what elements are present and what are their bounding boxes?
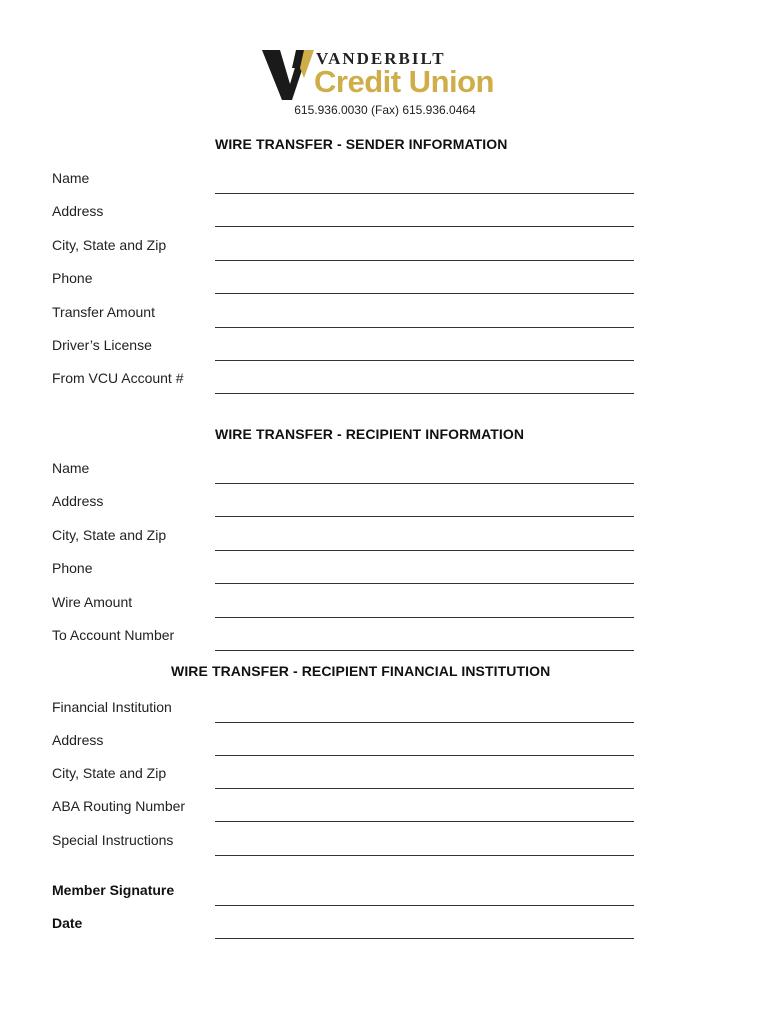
sender-phone-field[interactable] bbox=[215, 293, 634, 294]
sender-name-label: Name bbox=[52, 170, 90, 186]
sender-phone-row bbox=[52, 270, 634, 294]
recipient-phone-row bbox=[52, 560, 634, 584]
section-title-institution: WIRE TRANSFER - RECIPIENT FINANCIAL INSTITUTION bbox=[171, 663, 551, 679]
sender-name-row bbox=[52, 170, 634, 194]
sender-license-field[interactable] bbox=[215, 360, 634, 361]
sender-account-field[interactable] bbox=[215, 393, 634, 394]
institution-name-field[interactable] bbox=[215, 722, 634, 723]
recipient-city-row bbox=[52, 527, 634, 551]
sender-city-row bbox=[52, 237, 634, 261]
sender-name-field[interactable] bbox=[215, 193, 634, 194]
member-signature-field[interactable] bbox=[215, 905, 634, 906]
recipient-city-field[interactable] bbox=[215, 550, 634, 551]
institution-city-row bbox=[52, 765, 634, 789]
section-title-sender: WIRE TRANSFER - SENDER INFORMATION bbox=[215, 136, 508, 152]
logo-credit-union-text: Credit Union bbox=[314, 64, 494, 99]
institution-address-field[interactable] bbox=[215, 755, 634, 756]
sender-amount-label: Transfer Amount bbox=[52, 304, 155, 320]
vanderbilt-credit-union-logo bbox=[260, 46, 520, 102]
sender-license-label: Driver’s License bbox=[52, 337, 152, 353]
recipient-address-field[interactable] bbox=[215, 516, 634, 517]
sender-license-row bbox=[52, 337, 634, 361]
recipient-account-field[interactable] bbox=[215, 650, 634, 651]
institution-aba-field[interactable] bbox=[215, 821, 634, 822]
institution-instructions-field[interactable] bbox=[215, 855, 634, 856]
contact-numbers: 615.936.0030 (Fax) 615.936.0464 bbox=[294, 103, 476, 117]
recipient-address-label: Address bbox=[52, 493, 104, 509]
institution-name-label: Financial Institution bbox=[52, 699, 172, 715]
sender-account-row bbox=[52, 370, 634, 394]
date-label: Date bbox=[52, 915, 83, 931]
recipient-phone-field[interactable] bbox=[215, 583, 634, 584]
recipient-address-row bbox=[52, 493, 634, 517]
v-mark-icon bbox=[260, 48, 314, 102]
member-signature-row bbox=[52, 882, 634, 906]
recipient-name-label: Name bbox=[52, 460, 90, 476]
section-title-recipient: WIRE TRANSFER - RECIPIENT INFORMATION bbox=[215, 426, 525, 442]
institution-address-label: Address bbox=[52, 732, 104, 748]
member-signature-label: Member Signature bbox=[52, 882, 175, 898]
date-field[interactable] bbox=[215, 938, 634, 939]
date-row bbox=[52, 915, 634, 939]
recipient-amount-field[interactable] bbox=[215, 617, 634, 618]
sender-amount-row bbox=[52, 304, 634, 328]
sender-phone-label: Phone bbox=[52, 270, 93, 286]
institution-aba-label: ABA Routing Number bbox=[52, 798, 186, 814]
sender-account-label: From VCU Account # bbox=[52, 370, 184, 386]
institution-aba-row bbox=[52, 798, 634, 822]
institution-address-row bbox=[52, 732, 634, 756]
recipient-account-row bbox=[52, 627, 634, 651]
sender-city-field[interactable] bbox=[215, 260, 634, 261]
recipient-account-label: To Account Number bbox=[52, 627, 175, 643]
institution-instructions-label: Special Instructions bbox=[52, 832, 174, 848]
institution-name-row bbox=[52, 699, 634, 723]
sender-address-label: Address bbox=[52, 203, 104, 219]
institution-city-field[interactable] bbox=[215, 788, 634, 789]
sender-city-label: City, State and Zip bbox=[52, 237, 167, 253]
sender-address-field[interactable] bbox=[215, 226, 634, 227]
recipient-amount-label: Wire Amount bbox=[52, 594, 133, 610]
sender-amount-field[interactable] bbox=[215, 327, 634, 328]
logo-vanderbilt-text: VANDERBILT bbox=[316, 49, 446, 68]
recipient-city-label: City, State and Zip bbox=[52, 527, 167, 543]
recipient-name-row bbox=[52, 460, 634, 484]
institution-city-label: City, State and Zip bbox=[52, 765, 167, 781]
recipient-name-field[interactable] bbox=[215, 483, 634, 484]
recipient-amount-row bbox=[52, 594, 634, 618]
sender-address-row bbox=[52, 203, 634, 227]
recipient-phone-label: Phone bbox=[52, 560, 93, 576]
institution-instructions-row bbox=[52, 832, 634, 856]
